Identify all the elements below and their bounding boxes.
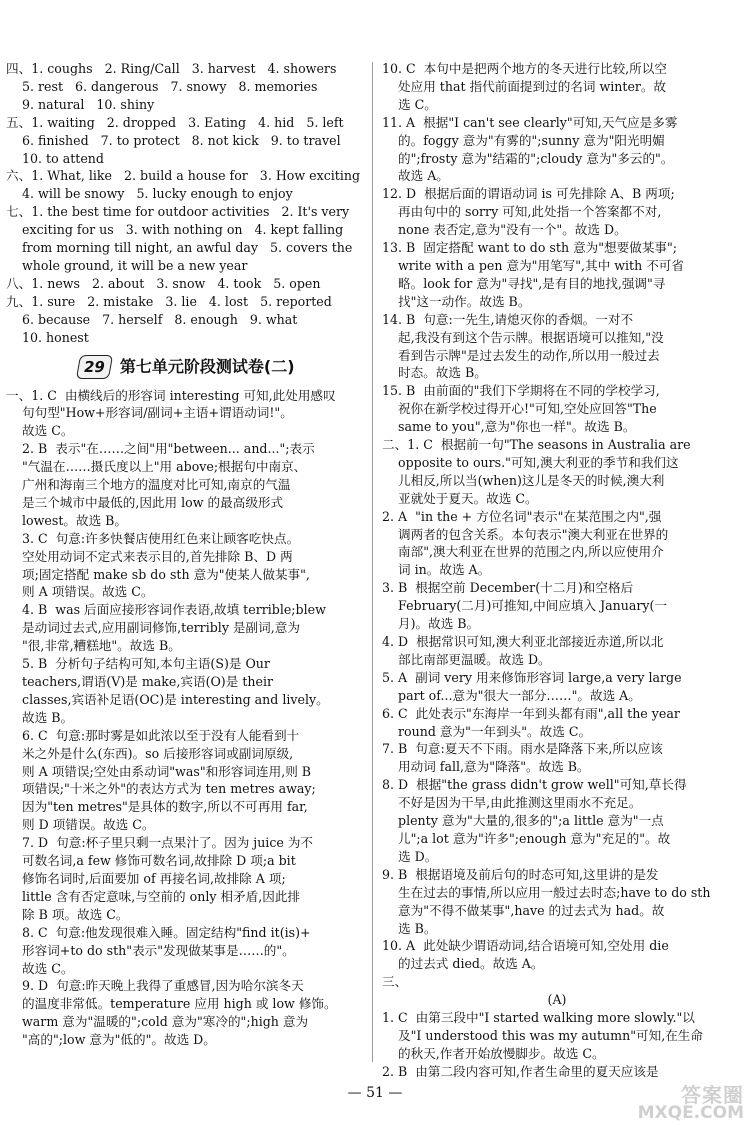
text-line: 3. B 根据空前 December(十二月)和空格后 xyxy=(382,580,634,596)
text-line: 项错误;"十米之外"的表达方式为 ten metres away; xyxy=(6,781,316,797)
text-line: 意为"不得不做某事",have 的过去式为 had。故 xyxy=(382,902,665,918)
text-line: 2. B 由第二段内容可知,作者生命里的夏天应该是 xyxy=(382,1063,659,1079)
text-line: 时态。故选 B。 xyxy=(382,365,487,381)
text-line: 9. natural 10. shiny xyxy=(6,96,155,112)
text-line: 八、1. news 2. about 3. snow 4. took 5. open xyxy=(6,275,321,291)
text-line: "气温在……摄氏度以上"用 above;根据句中南京、 xyxy=(6,459,307,475)
text-line: same to you",意为"你也一样"。故选 B。 xyxy=(382,419,636,435)
text-line: 7. D 句意:杯子里只剩一点果汁了。因为 juice 为不 xyxy=(6,835,314,851)
text-line: 选 D。 xyxy=(382,848,438,864)
text-line: 5. A 副词 very 用来修饰形容词 large,a very large xyxy=(382,669,682,685)
page-number: — 51 — xyxy=(347,1085,403,1101)
text-line: 10. C 本句中是把两个地方的冬天进行比较,所以空 xyxy=(382,61,667,76)
text-line: write with a pen 意为"用笔写",其中 with 不可省 xyxy=(382,257,684,273)
column-divider xyxy=(372,62,373,1062)
text-line: 8. D 根据"the grass didn't grow well"可知,草长得 xyxy=(382,777,687,793)
text-line: 六、1. What, like 2. build a house for 3. How exciting xyxy=(6,168,361,184)
section-title: 第七单元阶段测试卷(二) xyxy=(119,356,295,376)
text-line: 南部",澳大利亚在世界的范围之内,所以应使用介 xyxy=(382,544,664,560)
text-line: 用动词 fall,意为"降落"。故选 B。 xyxy=(382,759,590,775)
section-heading xyxy=(78,355,361,379)
text-line: 调两者的包含关系。本句表示"澳大利亚在世界的 xyxy=(382,526,669,542)
text-line: classes,宾语补足语(OC)是 interesting and lively。 xyxy=(6,691,329,707)
text-line: 6. C 句意:那时雾是如此浓以至于没有人能看到十 xyxy=(6,727,300,743)
text-line: 米之外是什么(东西)。so 后接形容词或副词原级, xyxy=(6,745,294,761)
text-line: lowest。故选 B。 xyxy=(6,512,128,528)
text-line: 看到告示牌"是过去发生的动作,所以用一般过去 xyxy=(382,347,660,363)
text-line: plenty 意为"大量的,很多的";a little 意为"一点 xyxy=(382,813,664,829)
text-line: little 含有否定意味,与空前的 only 相矛盾,因此排 xyxy=(6,888,301,904)
text-line: 10. A 此处缺少谓语动词,结合语境可知,空处用 die xyxy=(382,938,669,954)
text-line: part of...意为"很大一部分……"。故选 A。 xyxy=(382,687,641,703)
right-column xyxy=(382,60,732,1081)
text-line: 6. C 此处表示"东海岸一年到头都有雨",all the year xyxy=(382,705,680,721)
text-line: 二、1. C 根据前一句"The seasons in Australia are xyxy=(382,437,691,453)
text-line: "高的";low 意为"低的"。故选 D。 xyxy=(6,1032,216,1048)
text-line: 一、1. C 由横线后的形容词 interesting 可知,此处用感叹 xyxy=(6,387,336,403)
text-line: 13. B 固定搭配 want to do sth 意为"想要做某事"; xyxy=(382,240,678,256)
answer-block-explanations xyxy=(6,387,361,1050)
left-column xyxy=(6,60,361,1049)
text-line: 处应用 that 指代前面提到过的名词 winter。故 xyxy=(382,78,667,94)
text-line: 4. D 根据常识可知,澳大利亚北部接近赤道,所以北 xyxy=(382,634,664,649)
text-line: 修饰名词时,后面要加 of 再接名词,故排除 A 项; xyxy=(6,870,286,886)
text-line: 的秋天,作者开始放慢脚步。故选 C。 xyxy=(382,1045,605,1061)
text-line: 部比南部更温暖。故选 D。 xyxy=(382,651,551,667)
text-line: "很,非常,糟糕地"。故选 B。 xyxy=(6,638,181,654)
text-line: 的温度非常低。temperature 应用 high 或 low 修饰。 xyxy=(6,996,337,1012)
text-line: 8. C 句意:他发现很难入睡。固定结构"find it(is)+ xyxy=(6,924,311,940)
text-line: 三、 xyxy=(382,974,408,990)
text-line: 12. D 根据后面的谓语动词 is 可先排除 A、B 两项; xyxy=(382,186,675,202)
text-line: 故选 C。 xyxy=(6,960,74,976)
text-line: 形容词+to do sth"表示"发现做某事是……的"。 xyxy=(6,942,295,958)
text-line: 及"I understood this was my autumn"可知,在生命 xyxy=(382,1027,703,1043)
text-line: 故选 B。 xyxy=(6,709,74,725)
text-line: 的。foggy 意为"有雾的";sunny 意为"阳光明媚 xyxy=(382,132,665,148)
text-line: 则 A 项错误;空处由系动词"was"和形容词连用,则 B xyxy=(6,763,312,779)
text-line: 4. will be snowy 5. lucky enough to enjoy xyxy=(6,186,293,202)
text-line: 4. B was 后面应接形容词作表语,故填 terrible;blew xyxy=(6,602,326,618)
text-line: 故选 A。 xyxy=(382,168,449,184)
text-line: 3. C 句意:许多快餐店使用红色来让顾客吃快点。 xyxy=(6,530,300,546)
text-line: 6. finished 7. to protect 8. not kick 9. to travel xyxy=(6,132,341,148)
text-line: 则 A 项错误。故选 C。 xyxy=(6,584,154,600)
text-line: 的";frosty 意为"结霜的";cloudy 意为"多云的"。 xyxy=(382,150,674,166)
text-line: 选 C。 xyxy=(382,96,437,112)
text-line: 月)。故选 B。 xyxy=(382,616,480,632)
text-line: 则 D 项错误。故选 C。 xyxy=(6,817,155,833)
watermark-url: MXQE.COM xyxy=(637,1103,744,1124)
text-line: from morning till night, an awful day 5. covers the xyxy=(6,240,353,256)
text-line: 不好是因为干旱,由此推测这里雨水不充足。 xyxy=(382,795,642,811)
text-line: whole ground, it will be a new year xyxy=(6,257,248,273)
text-line: 广州和海南三个地方的温度对比可知,南京的气温 xyxy=(6,477,291,493)
text-line: 找"这一动作。故选 B。 xyxy=(382,293,531,309)
text-line: warm 意为"温暖的";cold 意为"寒冷的";high 意为 xyxy=(6,1014,309,1030)
text-line: 2. B 表示"在……之间"用"between... and...";表示 xyxy=(6,441,315,457)
text-line: 九、1. sure 2. mistake 3. lie 4. lost 5. reported xyxy=(6,293,332,309)
text-line: 10. to attend xyxy=(6,150,104,166)
text-line: February(二月)可推知,中间应填入 January(一 xyxy=(382,598,668,614)
text-line: 是三个城市中最低的,因此用 low 的最高级形式 xyxy=(6,494,284,510)
text-line: 1. C 由第三段中"I started walking more slowly."以 xyxy=(382,1010,695,1026)
text-line: 除 B 项。故选 C。 xyxy=(6,906,129,922)
text-line: 9. B 根据语境及前后句的时态可知,这里讲的是发 xyxy=(382,866,659,882)
text-line: 故选 C。 xyxy=(6,423,74,439)
text-line: 7. B 句意:夏天不下雨。雨水是降落下来,所以应该 xyxy=(382,741,663,757)
text-line: teachers,谓语(V)是 make,宾语(O)是 their xyxy=(6,674,273,689)
text-line: 四、1. coughs 2. Ring/Call 3. harvest 4. showers xyxy=(6,61,337,76)
text-line: 项;固定搭配 make sb do sth 意为"使某人做某事", xyxy=(6,566,310,582)
text-line: 空处用动词不定式来表示目的,首先排除 B、D 两 xyxy=(6,548,293,564)
text-line: 15. B 由前面的"我们下学期将在不同的学校学习, xyxy=(382,383,660,399)
text-line: 略。look for 意为"寻找",是有目的地找,强调"寻 xyxy=(382,275,666,291)
text-line: 再由句中的 sorry 可知,此处指一个答案都不对, xyxy=(382,204,662,220)
text-line: 儿相反,所以当(when)这儿是冬天的时候,澳大利 xyxy=(382,472,665,488)
text-line: 是动词过去式,应用副词修饰,terribly 是副词,意为 xyxy=(6,620,300,636)
text-line: 的过去式 died。故选 A。 xyxy=(382,956,544,972)
text-line: 句句型"How+形容词/副词+主语+谓语动词!"。 xyxy=(6,405,293,421)
text-line: 5. B 分析句子结构可知,本句主语(S)是 Our xyxy=(6,656,270,672)
text-line: 词 in。故选 A。 xyxy=(382,562,491,578)
text-line: opposite to ours."可知,澳大利亚的季节和我们这 xyxy=(382,454,679,470)
text-line: 生在过去的事情,所以应用一般过去时态;have to do sth xyxy=(382,884,711,900)
text-line: 五、1. waiting 2. dropped 3. Eating 4. hid 5. left xyxy=(6,114,344,130)
text-line: 儿";a lot 意为"许多";enough 意为"充足的"。故 xyxy=(382,830,671,846)
text-line: round 意为"一年到头"。故选 C。 xyxy=(382,723,592,739)
watermark-title: 答案圈 xyxy=(681,1083,744,1108)
text-line: 10. honest xyxy=(6,329,89,345)
watermark-logo xyxy=(626,1063,744,1123)
text-line: 9. D 句意:昨天晚上我得了重感冒,因为哈尔滨冬天 xyxy=(6,978,304,994)
text-line: exciting for us 3. with nothing on 4. kept falling xyxy=(6,222,344,238)
text-line: 因为"ten metres"是具体的数字,所以不可再用 far, xyxy=(6,799,308,815)
text-line: 11. A 根据"I can't see clearly"可知,天气应是多雾 xyxy=(382,114,678,130)
text-line: 起,我没有到这个告示牌。根据语境可以推知,"没 xyxy=(382,329,664,345)
text-line: 14. B 句意:一先生,请熄灭你的香烟。一对不 xyxy=(382,311,634,327)
section-number-badge: 29 xyxy=(76,355,113,379)
text-line: 祝你在新学校过得开心!"可知,空处应回答"The xyxy=(382,401,657,417)
text-line: (A) xyxy=(547,992,567,1008)
text-line: 可数名词,a few 修饰可数名词,故排除 D 项;a bit xyxy=(6,853,296,869)
text-line: 5. rest 6. dangerous 7. snowy 8. memories xyxy=(6,78,318,94)
answer-block-fill-in xyxy=(6,60,361,347)
text-line: 选 B。 xyxy=(382,920,437,936)
text-line: none 表否定,意为"没有一个"。故选 D。 xyxy=(382,222,627,238)
text-line: 亚就处于夏天。故选 C。 xyxy=(382,490,538,506)
text-line: 七、1. the best time for outdoor activities 2. It's very xyxy=(6,204,350,220)
text-line: 2. A "in the + 方位名词"表示"在某范围之内",强 xyxy=(382,508,662,524)
text-line: 6. because 7. herself 8. enough 9. what xyxy=(6,311,298,327)
